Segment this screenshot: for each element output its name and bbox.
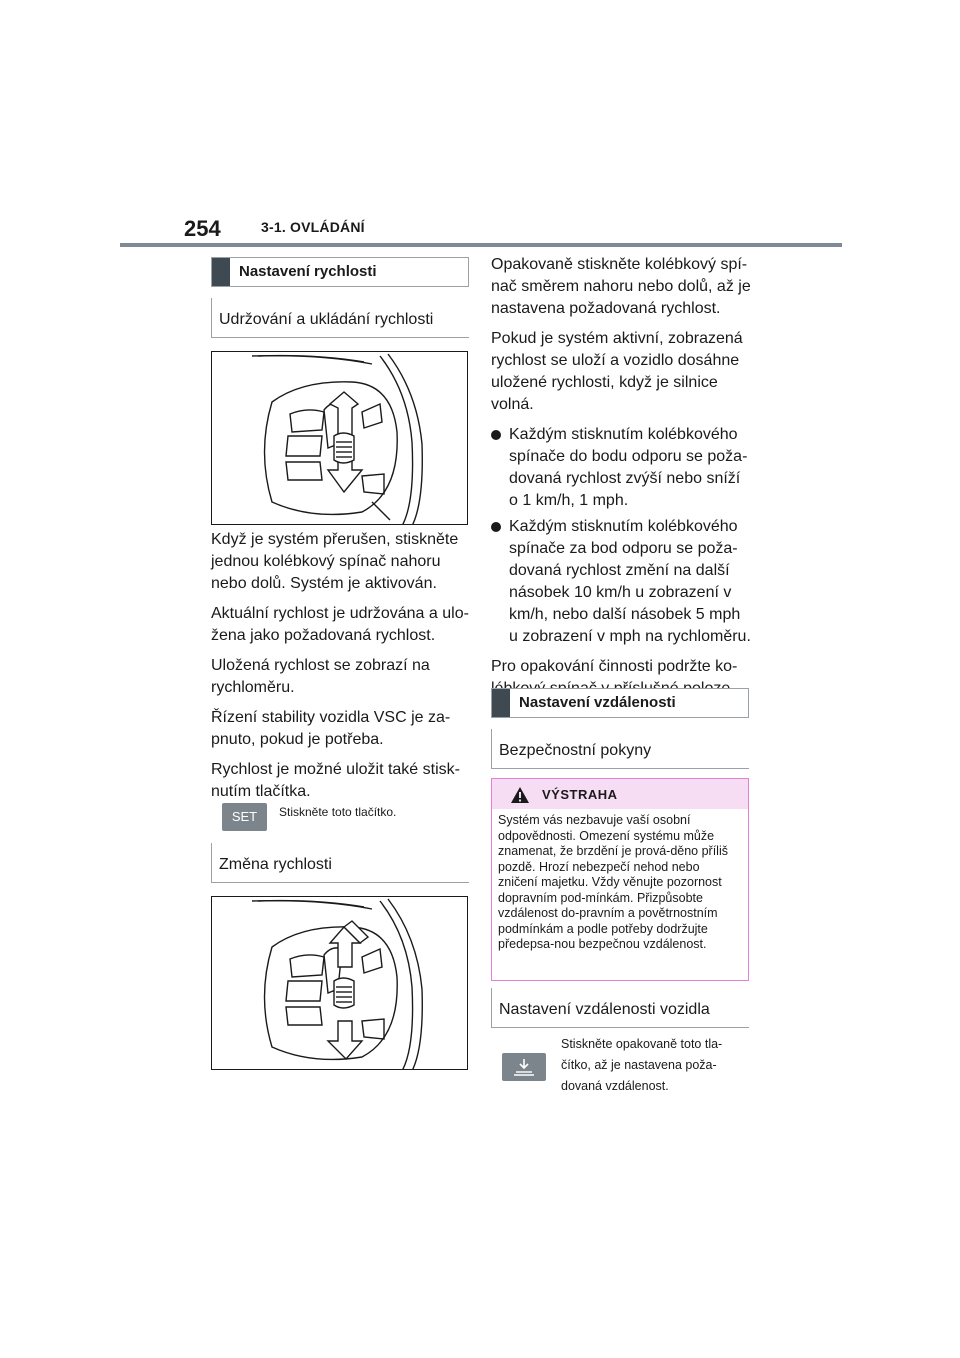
page-number: 254 xyxy=(184,216,221,241)
paragraph: Uložená rychlost se zobrazí na rychloměru. xyxy=(211,657,430,696)
paragraph: Aktuální rychlost je udržována a ulo-žena jako požadovaná rychlost. xyxy=(211,605,469,644)
subsection-title: Změna rychlosti xyxy=(219,856,332,873)
section-header-speed xyxy=(211,257,469,287)
subsection-title: Udržování a ukládání rychlosti xyxy=(219,311,434,328)
section-title: Nastavení rychlosti xyxy=(239,263,377,280)
subsection-header-distance-setting xyxy=(491,988,749,1028)
paragraph: Opakovaně stiskněte kolébkový spí-nač směrem nahoru nebo dolů, až je nastavena požadovaná rychlost. xyxy=(491,256,751,317)
distance-button-caption: Stiskněte opakovaně toto tla-čítko, až je nastavena poža-dovaná vzdálenost. xyxy=(561,1037,723,1093)
bullet-text: Každým stisknutím kolébkového spínače za bod odporu se poža-dovaná rychlost změní na další násobek 10 km/h u zobrazení v km/h, nebo další násobek 5 mph u zobrazení v mph na rychloměru. xyxy=(509,518,751,645)
set-button-caption: Stiskněte toto tlačítko. xyxy=(279,805,397,819)
bullet-item xyxy=(491,424,753,512)
figure-steering-switch-2 xyxy=(211,896,468,1070)
bullet-dot-icon xyxy=(491,430,501,440)
section-bar xyxy=(212,258,230,286)
steering-switch-illustration xyxy=(212,352,468,525)
subsection-header-change-speed xyxy=(211,843,469,883)
warning-triangle-icon xyxy=(510,786,530,804)
steering-switch-illustration xyxy=(212,897,468,1070)
subsection-header-maintain xyxy=(211,298,469,338)
paragraph: Pro opakování činnosti podržte ko- xyxy=(491,658,738,675)
section-header-distance xyxy=(491,688,749,718)
bullet-text: Každým stisknutím kolébkového spínače do bodu odporu se poža-dovaná rychlost zvýší nebo sníží o 1 km/h, 1 mph. xyxy=(509,426,748,509)
bullet-item xyxy=(491,516,753,648)
warning-text: Systém vás nezbavuje vaší osobní odpovědnosti. Omezení systému může znamenat, že brzdění je prová-děno příliš pozdě. Hrozí nebezpečí nehod nebo zničení majetku. Vždy věnujte pozornost dopravním pod-mínkám. Přizpůsobte vzdálenost do-pravním a povětrnostním podmínkám a podle potřeby dodržujte předepsa-nou bezpečnou vzdálenost. xyxy=(498,813,728,951)
paragraph: Když je systém přerušen, stiskněte jednou kolébkový spínač nahoru nebo dolů. Systém je aktivován. xyxy=(211,531,459,592)
subsection-header-safety xyxy=(491,729,749,769)
figure-steering-switch-1 xyxy=(211,351,468,525)
section-title: Nastavení vzdálenosti xyxy=(519,694,676,711)
section-bar xyxy=(492,689,510,717)
paragraph: Rychlost je možné uložit také stisk-nutím tlačítka. xyxy=(211,761,460,800)
header-rule xyxy=(120,243,842,247)
left-body-text xyxy=(211,529,473,811)
chapter-title: 3-1. OVLÁDÁNÍ xyxy=(261,219,365,235)
paragraph: Pokud je systém aktivní, zobrazená rychlost se uloží a vozidlo dosáhne uložené rychlosti, když je silnice volná. xyxy=(491,330,743,413)
paragraph: Řízení stability vozidla VSC je za-pnuto, pokud je potřeba. xyxy=(211,709,451,748)
warning-header xyxy=(492,779,748,809)
subsection-title: Bezpečnostní pokyny xyxy=(499,742,652,759)
bullet-dot-icon xyxy=(491,522,501,532)
set-button-icon: SET xyxy=(222,803,267,831)
right-body-text xyxy=(491,254,753,708)
warning-box xyxy=(491,778,749,981)
distance-icon xyxy=(502,1053,546,1081)
subsection-title: Nastavení vzdálenosti vozidla xyxy=(499,1001,710,1018)
distance-button xyxy=(502,1053,546,1081)
warning-title: VÝSTRAHA xyxy=(542,787,618,802)
